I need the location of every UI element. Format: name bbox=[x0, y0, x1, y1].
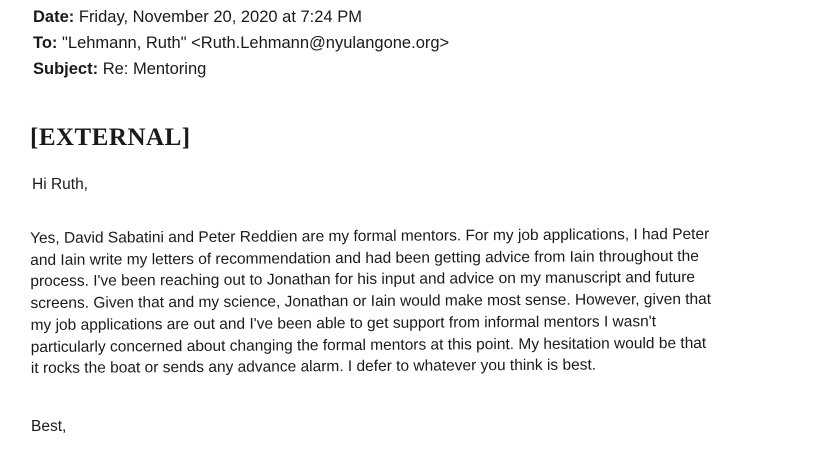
subject-label: Subject: bbox=[33, 60, 99, 78]
date-label: Date: bbox=[33, 8, 75, 26]
to-label: To: bbox=[33, 34, 58, 52]
external-banner: [EXTERNAL] bbox=[30, 124, 191, 151]
body-line: it rocks the boat or sends any advance alarm. I defer to whatever you think is best. bbox=[30, 356, 597, 378]
subject-line bbox=[33, 58, 206, 80]
body-line: my job applications are out and I've been able to get support from informal mentors I wasn't bbox=[30, 312, 657, 334]
to-value: "Lehmann, Ruth" <Ruth.Lehmann@nyulangone.org> bbox=[62, 34, 450, 52]
body-line: particularly concerned about changing the formal mentors at this point. My hesitation would be that bbox=[30, 334, 707, 356]
to-line bbox=[33, 32, 449, 54]
body-line: Yes, David Sabatini and Peter Reddien are my formal mentors. For my job applications, I had Peter bbox=[30, 225, 710, 247]
body-line: screens. Given that and my science, Jonathan or Iain would make most sense. However, given that bbox=[30, 290, 712, 313]
date-value: Friday, November 20, 2020 at 7:24 PM bbox=[78, 8, 362, 26]
closing: Best, bbox=[31, 418, 67, 435]
body-line: and Iain write my letters of recommendation and had been getting advice from Iain throughout the bbox=[30, 247, 699, 269]
date-line bbox=[33, 6, 362, 28]
subject-value: Re: Mentoring bbox=[102, 60, 207, 78]
greeting: Hi Ruth, bbox=[32, 176, 88, 193]
message-body bbox=[30, 223, 801, 380]
body-line: process. I've been reaching out to Jonathan for his input and advice on my manuscript and future bbox=[30, 269, 696, 291]
